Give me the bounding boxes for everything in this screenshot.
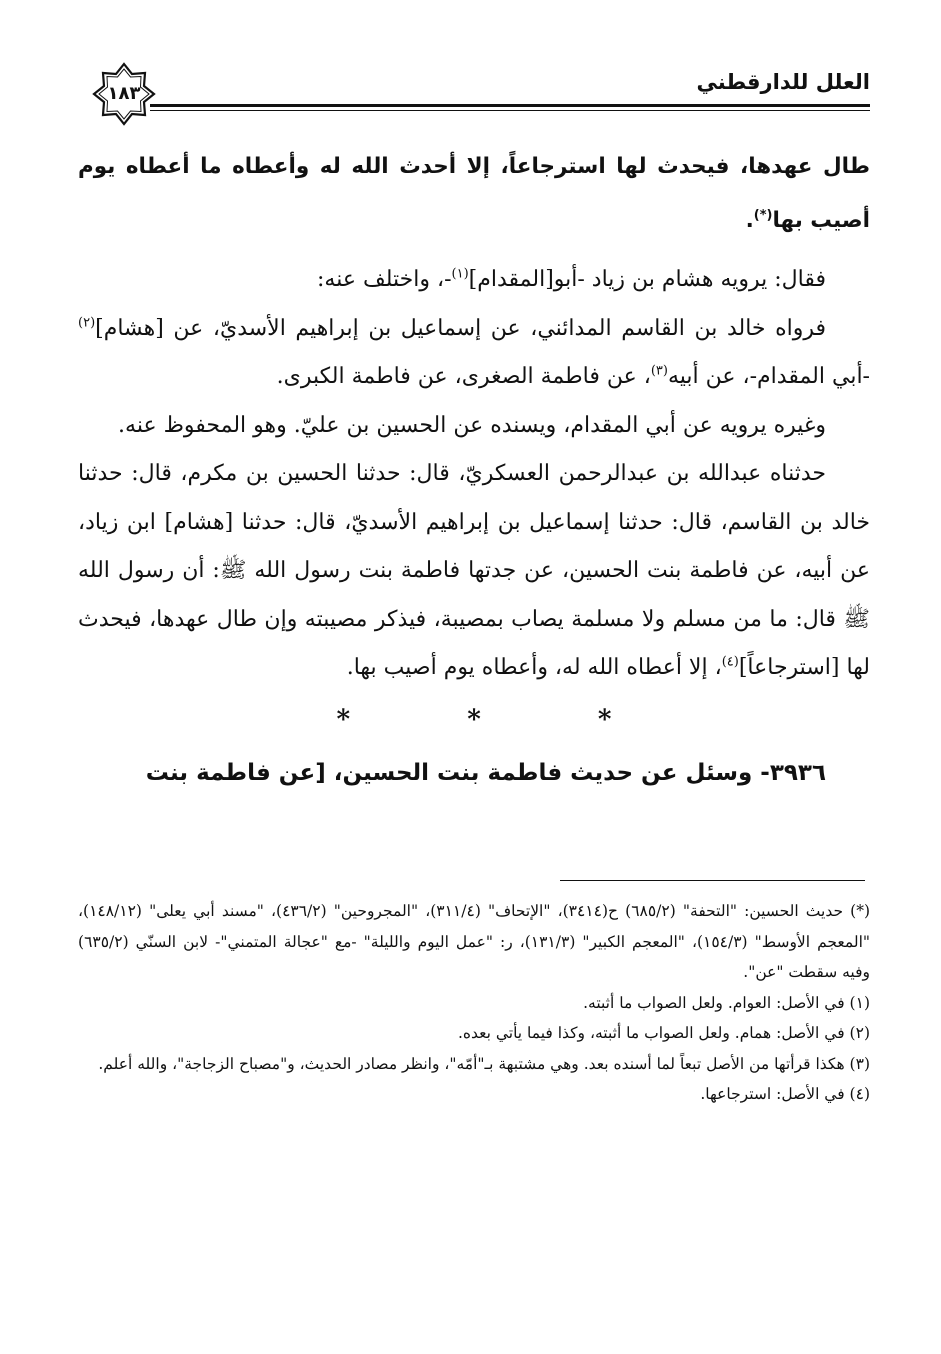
- entry-heading: ٣٩٣٦- وسئل عن حديث فاطمة بنت الحسين، [عن فاطمة بنت: [145, 759, 826, 786]
- header-rule-thin: [150, 110, 870, 111]
- footnote-2: (٢) في الأصل: همام. ولعل الصواب ما أثبته، وكذا فيما يأتي بعده.: [457, 1024, 870, 1042]
- main-text: [78, 140, 870, 801]
- paragraph-1-text-a: فقال: يرويه هشام بن زياد -أبو[المقدام]: [468, 267, 826, 292]
- footnote-ref-2: (٢): [78, 315, 96, 331]
- paragraph-1: [78, 256, 870, 305]
- paragraph-2: [78, 305, 870, 402]
- section-separator: * * *: [336, 704, 666, 735]
- page-header: [80, 62, 870, 132]
- lead-footnote-mark: (*): [753, 207, 773, 223]
- page-number: ١٨٣: [107, 83, 141, 104]
- paragraph-1-text-b: -، واختلف عنه:: [317, 267, 452, 292]
- footnote-1: (١) في الأصل: العوام. ولعل الصواب ما أثبته.: [583, 993, 870, 1012]
- footnote-ref-3: (٣): [650, 363, 668, 379]
- footnote-rule: [560, 880, 865, 881]
- lead-line-2: أصيب بها: [772, 208, 870, 233]
- paragraph-2-text-a: فرواه خالد بن القاسم المدائني، عن إسماعيل بن إبراهيم الأسديّ، عن [هشام]: [95, 315, 826, 341]
- footnote-ref-4: (٤): [721, 654, 739, 670]
- page-number-badge: [92, 62, 156, 126]
- footnote-ref-1: (١): [451, 266, 469, 282]
- paragraph-2-text-b: -أبي المقدام-، عن أبيه: [667, 364, 870, 389]
- book-title: العلل للدارقطني: [696, 70, 870, 94]
- header-rule-thick: [150, 104, 870, 107]
- footnote-star: (*) حديث الحسين: "التحفة" (٦٨٥/٢) ح(٣٤١٤)، "الإتحاف" (٣١١/٤)، "المجروحين" (٤٣٦/٢)، "مسند أبي يعلى" (١٤٨/١٢)، "المعجم الأوسط" (١٥٤/٣)، "المعجم الكبير" (١٣١/٣)، ر: "عمل اليوم والليلة" -مع "عجالة المتمني"- لابن السنّي (٦٣٥/٢) وفيه سقطت "عن".: [78, 902, 871, 981]
- footnote-3: (٣) هكذا قرأتها من الأصل تبعاً لما أسنده بعد. وهي مشتبهة بـ"أمّه"، وانظر مصادر الحديث، و"مصباح الزجاجة"، والله أعلم.: [98, 1054, 870, 1073]
- footnotes: [78, 896, 870, 1110]
- paragraph-4-text-a: حدثناه عبدالله بن عبدالرحمن العسكريّ، قال: حدثنا الحسين بن مكرم، قال: حدثنا خالد بن القاسم، قال: حدثنا إسماعيل بن إبراهيم الأسديّ، قال: حدثنا [هشام] ابن زياد، عن أبيه، عن فاطمة بنت الحسين، عن جدتها فاطمة بنت رسول الله ﷺ: أن رسول الله ﷺ قال: ما من مسلم ولا مسلمة يصاب بمصيبة، فيذكر مصيبته وإن طال عهدها، فيحدث لها [استرجاعاً]: [78, 461, 870, 680]
- lead-end: .: [745, 208, 754, 233]
- lead-line-1: طال عهدها، فيحدث لها استرجاعاً، إلا أحدث الله له وأعطاه ما أعطاه يوم: [78, 154, 870, 179]
- paragraph-3: وغيره يرويه عن أبي المقدام، ويسنده عن الحسين بن عليّ. وهو المحفوظ عنه.: [118, 412, 826, 438]
- footnote-4: (٤) في الأصل: استرجاعها.: [700, 1085, 870, 1103]
- paragraph-4-text-b: ، إلا أعطاه الله له، وأعطاه يوم أصيب بها.: [346, 655, 722, 680]
- paragraph-2-text-c: ، عن فاطمة الصغرى، عن فاطمة الكبرى.: [276, 364, 651, 389]
- paragraph-4: [78, 450, 870, 693]
- lead-paragraph: [78, 140, 870, 248]
